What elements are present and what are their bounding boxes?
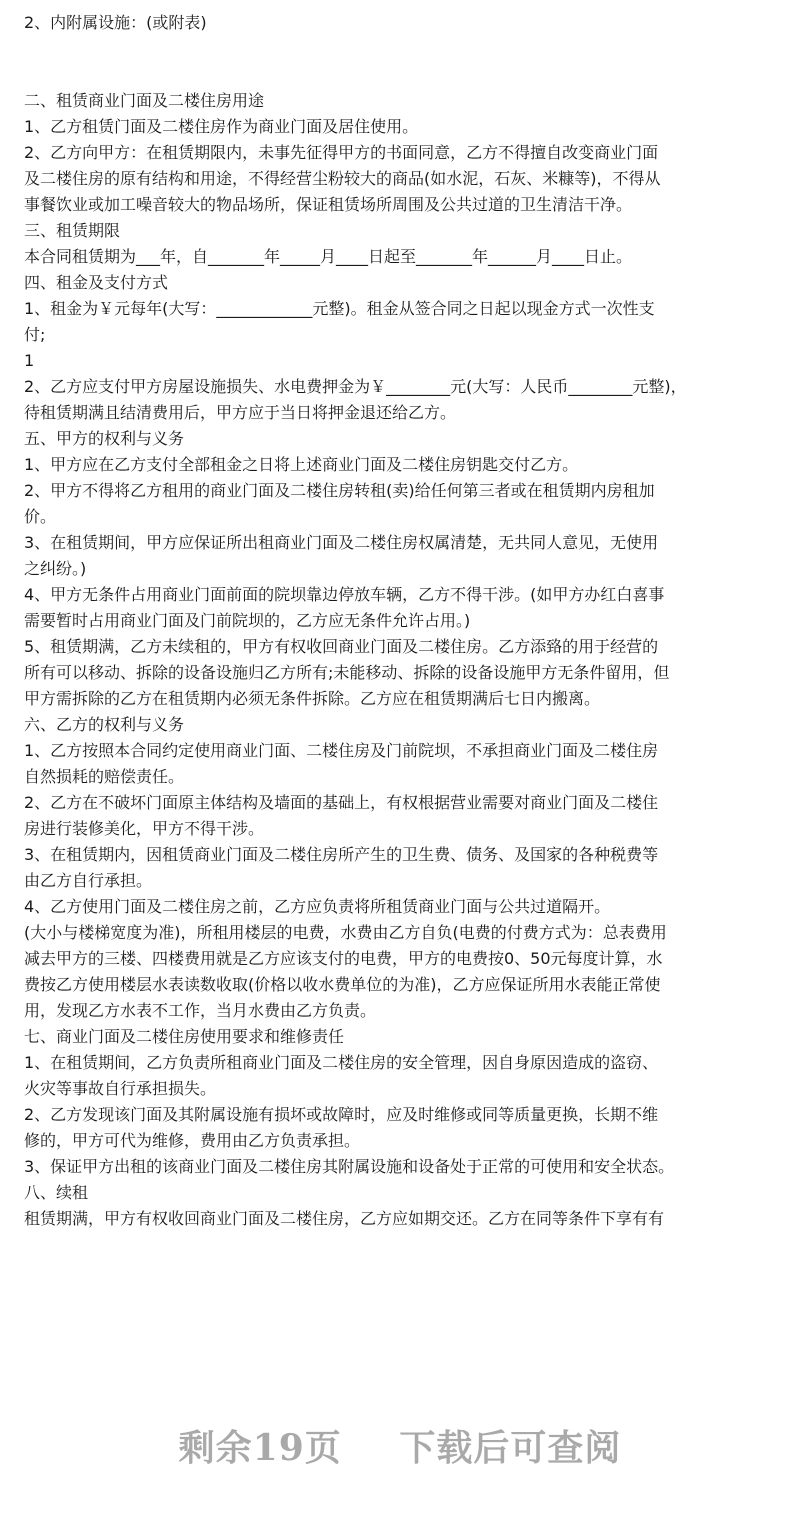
text-line: 待租赁期满且结清费用后，甲方应于当日将押金退还给乙方。 [24, 403, 457, 422]
text-line: 2、内附属设施：(或附表) [24, 13, 207, 32]
text-line: 及二楼住房的原有结构和用途，不得经营尘粉较大的商品(如水泥，石灰、米糠等)，不得从 [24, 169, 661, 188]
text-line: 之纠纷。) [24, 559, 87, 578]
text-line: 2、乙方在不破坏门面原主体结构及墙面的基础上，有权根据营业需要对商业门面及二楼住 [24, 793, 659, 812]
document-body [24, 0, 780, 1232]
text-line: (大小与楼梯宽度为准)，所租用楼层的电费，水费由乙方自负(电费的付费方式为：总表费用 [24, 923, 667, 942]
text-line: 价。 [24, 507, 57, 526]
text-line: 本合同租赁期为___年，自_______年_____月____日起至_______年______月____日止。 [24, 247, 633, 266]
text-line: 4、乙方使用门面及二楼住房之前，乙方应负责将所租赁商业门面与公共过道隔开。 [24, 897, 611, 916]
text-line: 修的，甲方可代为维修，费用由乙方负责承担。 [24, 1131, 361, 1150]
clipped-top-line [24, 0, 780, 10]
text-line: 1、乙方按照本合同约定使用商业门面、二楼住房及门前院坝，不承担商业门面及二楼住房 [24, 741, 659, 760]
text-line: 5、租赁期满，乙方未续租的，甲方有权收回商业门面及二楼住房。乙方添臵的用于经营的 [24, 637, 659, 656]
section-heading: 六、乙方的权利与义务 [24, 715, 185, 734]
section-heading: 四、租金及支付方式 [24, 273, 169, 292]
section-heading: 二、租赁商业门面及二楼住房用途 [24, 91, 265, 110]
document-lines [24, 10, 780, 1232]
text-line: 1、乙方租赁门面及二楼住房作为商业门面及居住使用。 [24, 117, 419, 136]
text-line: 自然损耗的赔偿责任。 [24, 767, 185, 786]
section-heading: 三、租赁期限 [24, 221, 121, 240]
blank-line [24, 62, 780, 88]
remaining-pages-label[interactable]: 剩余19页 [178, 1427, 342, 1469]
text-line: 由乙方自行承担。 [24, 871, 153, 890]
text-line: 需要暂时占用商业门面及门前院坝的，乙方应无条件允许占用。) [24, 611, 471, 630]
download-to-view-label[interactable]: 下载后可查阅 [399, 1427, 622, 1469]
text-line: 火灾等事故自行承担损失。 [24, 1079, 217, 1098]
text-line: 2、甲方不得将乙方租用的商业门面及二楼住房转租(卖)给任何第三者或在租赁期内房租加 [24, 481, 655, 500]
text-line: 所有可以移动、拆除的设备设施归乙方所有;未能移动、拆除的设备设施甲方无条件留用，但 [24, 663, 670, 682]
text-line: 2、乙方发现该门面及其附属设施有损坏或故障时，应及时维修或同等质量更换，长期不维 [24, 1105, 659, 1124]
text-line: 减去甲方的三楼、四楼费用就是乙方应该支付的电费，甲方的电费按0、50元每度计算，水 [24, 949, 663, 968]
text-line: 费按乙方使用楼层水表读数收取(价格以收水费单位的为准)，乙方应保证所用水表能正常使 [24, 975, 661, 994]
text-line: 房进行装修美化，甲方不得干涉。 [24, 819, 265, 838]
text-line: 2、乙方应支付甲方房屋设施损失、水电费押金为￥________元(大写：人民币________元整)， [24, 377, 687, 396]
section-heading: 八、续租 [24, 1183, 89, 1202]
page-number: 1 [24, 351, 35, 370]
section-heading: 五、甲方的权利与义务 [24, 429, 185, 448]
text-line: 1、租金为￥元每年(大写：____________元整)。租金从签合同之日起以现金方式一次性支 [24, 299, 655, 318]
text-line: 3、保证甲方出租的该商业门面及二楼住房其附属设施和设备处于正常的可使用和安全状态。 [24, 1157, 675, 1176]
section-heading: 七、商业门面及二楼住房使用要求和维修责任 [24, 1027, 345, 1046]
text-line: 付; [24, 325, 46, 344]
text-line: 租赁期满，甲方有权收回商业门面及二楼住房，乙方应如期交还。乙方在同等条件下享有有 [24, 1209, 665, 1228]
text-line: 4、甲方无条件占用商业门面前面的院坝靠边停放车辆，乙方不得干涉。(如甲方办红白喜事 [24, 585, 665, 604]
text-line: 1、在租赁期间，乙方负责所租商业门面及二楼住房的安全管理，因自身原因造成的盗窃、 [24, 1053, 659, 1072]
text-line: 1、甲方应在乙方支付全部租金之日将上述商业门面及二楼住房钥匙交付乙方。 [24, 455, 579, 474]
text-line: 3、在租赁期间，甲方应保证所出租商业门面及二楼住房权属清楚，无共同人意见，无使用 [24, 533, 659, 552]
text-line: 用，发现乙方水表不工作，当月水费由乙方负责。 [24, 1001, 377, 1020]
text-line: 3、在租赁期内，因租赁商业门面及二楼住房所产生的卫生费、债务、及国家的各种税费等 [24, 845, 659, 864]
text-line: 事餐饮业或加工噪音较大的物品场所，保证租赁场所周围及公共过道的卫生清洁干净。 [24, 195, 633, 214]
blank-line [24, 36, 780, 62]
text-line: 甲方需拆除的乙方在租赁期内必须无条件拆除。乙方应在租赁期满后七日内搬离。 [24, 689, 601, 708]
download-prompt[interactable] [0, 1420, 800, 1471]
text-line: 2、乙方向甲方：在租赁期限内，未事先征得甲方的书面同意，乙方不得擅自改变商业门面 [24, 143, 659, 162]
